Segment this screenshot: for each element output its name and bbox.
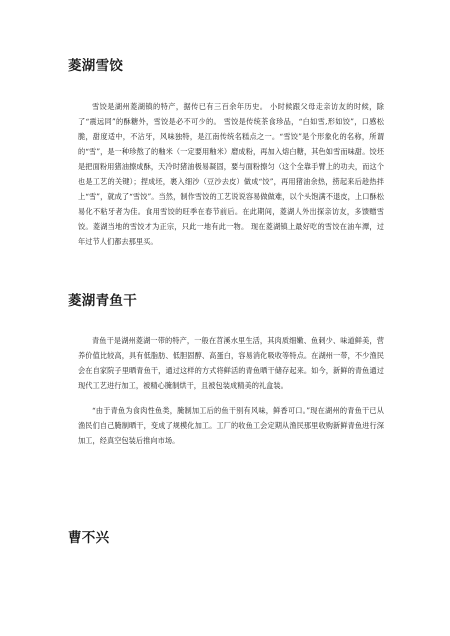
paragraph-qingyugan-1: 青鱼干是湖州菱湖一带的特产，一般在苕溪水里生活，其肉质细嫩、鱼刺少、味道鲜美，营养价值比较高，具有低脂肪、低胆固醇、高蛋白，容易消化吸收等特点。在湖州一带，不少渔民会在自家院子里晒青鱼干，通过这样的方式将鲜活的青鱼晒干储存起来。如今，新鲜的青鱼通过现代工艺进行加工，被精心腌制烘干，且被包装成精美的礼盒装。 bbox=[78, 336, 384, 390]
paragraph-lingu-xuejiao: 雪饺是湖州菱湖镇的特产，据传已有三百余年历史。 小时候跟父母走亲访友的时候，除了“震远同”的酥糖外，雪饺是必不可少的。 雪饺是传统茶食珍品，“白如雪,形如饺”，口感松脆，甜度适中，不沾牙，风味独特，是江南传统名糕点之一。“雪饺”是个形象化的名称，所谓的“雪”，是一种珍熬了的釉米（一定要用釉米）磨成粉，再加入熔白糖，其色如雪而味甜。饺坯是把面粉用猪油擦成酥，天冷时猪油极易凝固，要与面粉擦匀（这个全靠手臂上的功夫，而这个也是工艺的关键）；捏成坯，裹入细沙（豆沙去皮）做成“饺”，再用猪油余热，捞起来后趁热拌上“雪”，就成了“雪饺”。当然，制作雪饺的工艺说说容易做做难，以个头饱满不退皮，上口酥松易化不粘牙者为佳。食用雪饺的旺季在春节前后。在此期间，菱湖人外出探亲访友，多馈赠雪饺。菱湖当地的雪饺才为正宗，只此一地有此一物。 现在菱湖镇上最好吃的雪饺在油车潭，过年过节人们都去那里买。 bbox=[78, 102, 384, 246]
section-heading-lingu-qingyugan: 菱湖青鱼干 bbox=[68, 293, 137, 309]
paragraph-qingyugan-2: “由于青鱼为食肉性鱼类，腌制加工后的鱼干别有风味，鲜香可口。”现在湖州的青鱼干已从渔民们自己腌制晒干，变成了规模化加工。工厂的收鱼工会定期从渔民那里收购新鲜青鱼进行深加工，经真空包装后推向市场。 bbox=[78, 406, 384, 445]
section-heading-cao-buxing: 曹不兴 bbox=[68, 530, 110, 546]
section-heading-lingu-xuejiao: 菱湖雪饺 bbox=[68, 58, 124, 74]
